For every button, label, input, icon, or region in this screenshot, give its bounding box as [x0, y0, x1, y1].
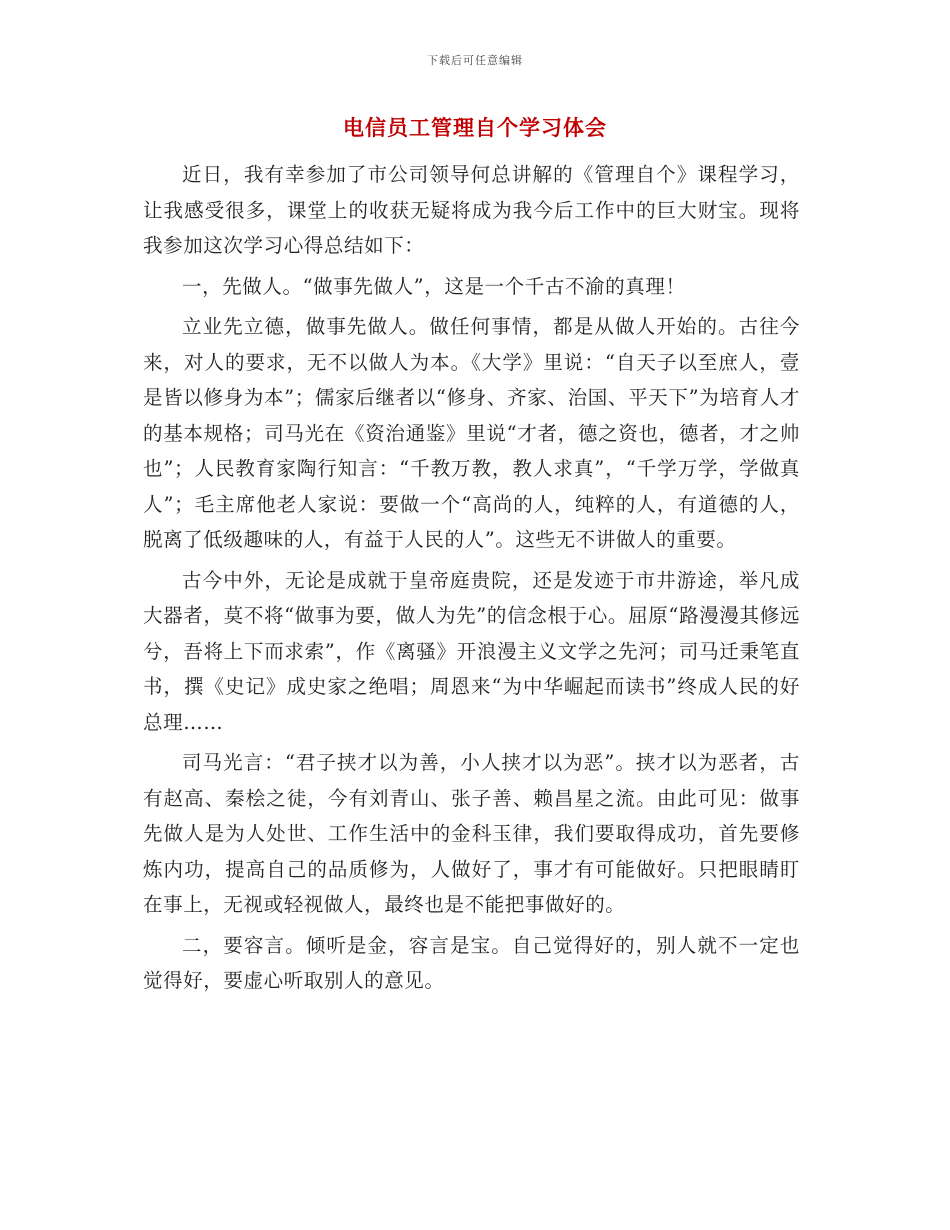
paragraph-point-one-heading: 一，先做人。“做事先做人”，这是一个千古不渝的真理！ — [182, 274, 686, 298]
document-title: 电信员工管理自个学习体会 — [343, 116, 607, 140]
paragraph-intro: 近日，我有幸参加了市公司领导何总讲解的《管理自个》课程学习，让我感受很多，课堂上的收获无疑将成为我今后工作中的巨大财宝。现将我参加这次学习心得总结如下： — [143, 163, 800, 257]
document-body — [143, 157, 800, 1004]
paragraph-history: 古今中外，无论是成就于皇帝庭贵院，还是发迹于市井游途，举凡成大器者，莫不将“做事为要，做人为先”的信念根于心。屈原“路漫漫其修远兮，吾将上下而求索”，作《离骚》开浪漫主义文学之先河；司马迁秉笔直书，撰《史记》成史家之绝唱；周恩来“为中华崛起而读书”终成人民的好总理…… — [143, 568, 800, 734]
paragraph-virtue: 立业先立德，做事先做人。做任何事情，都是从做人开始的。古往今来，对人的要求，无不以做人为本。《大学》里说：“自天子以至庶人，壹是皆以修身为本”；儒家后继者以“修身、齐家、治国、平天下”为培育人才的基本规格；司马光在《资治通鉴》里说“才者，德之资也，德者，才之帅也”；人民教育家陶行知言：“千教万教，教人求真”，“千学万学，学做真人”；毛主席他老人家说：要做一个“高尚的人，纯粹的人，有道德的人，脱离了低级趣味的人，有益于人民的人”。这些无不讲做人的重要。 — [143, 315, 800, 551]
paragraph-point-two: 二，要容言。倾听是金，容言是宝。自己觉得好的，别人就不一定也觉得好，要虚心听取别人的意见。 — [143, 933, 800, 992]
paragraph-sima-guang: 司马光言：“君子挟才以为善，小人挟才以为恶”。挟才以为恶者，古有赵高、秦桧之徒，今有刘青山、张子善、赖昌星之流。由此可见：做事先做人是为人处世、工作生活中的金科玉律，我们要取得成功，首先要修炼内功，提高自己的品质修为，人做好了，事才有可能做好。只把眼睛盯在事上，无视或轻视做人，最终也是不能把事做好的。 — [143, 751, 800, 916]
header-note: 下载后可任意编辑 — [427, 54, 523, 67]
